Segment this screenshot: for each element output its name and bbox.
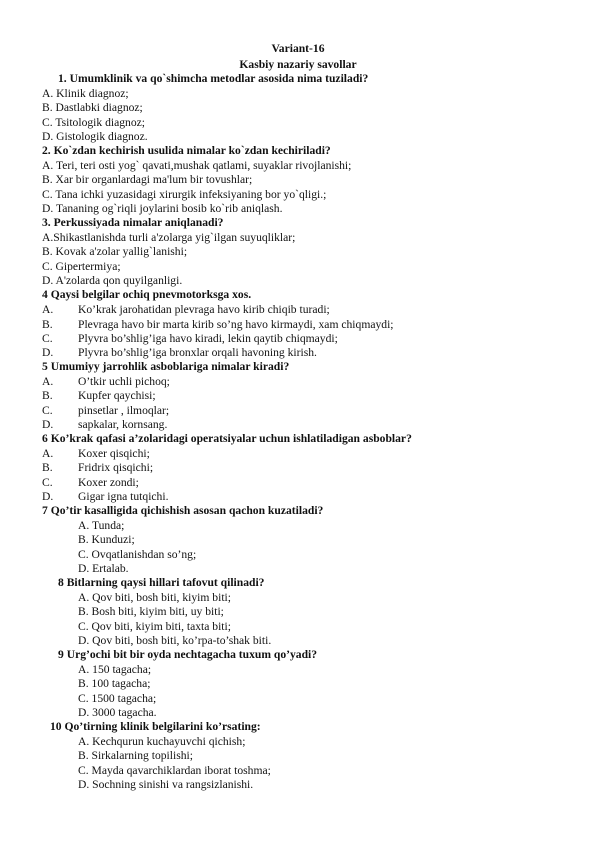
q10-option-c: C. Mayda qavarchiklardan iborat toshma; [78,764,271,777]
q1-option-d: D. Gistologik diagnoz. [42,130,148,143]
q2-option-b: B. Xar bir organlardagi ma'lum bir tovushlar; [42,173,253,186]
q9-option-d: D. 3000 tagacha. [78,706,157,719]
section-subtitle: Kasbiy nazariy savollar [239,58,357,71]
q2-option-c: C. Tana ichki yuzasidagi xirurgik infeksiyaning bor yo`qligi.; [42,188,327,201]
question-6: 6 Ko’krak qafasi a’zolaridagi operatsiyalar uchun ishlatiladigan asboblar? [42,432,412,445]
option-text: pinsetlar , ilmoqlar; [78,404,170,417]
option-label: D. [42,490,54,503]
option-label: B. [42,389,53,402]
option-text: Kupfer qaychisi; [78,389,156,402]
q1-option-c: C. Tsitologik diagnoz; [42,116,145,129]
option-text: Plyvra bo’shlig’iga havo kiradi, lekin qaytib chiqmaydi; [78,332,338,345]
question-5: 5 Umumiyy jarrohlik asboblariga nimalar kiradi? [42,360,290,373]
option-label: C. [42,332,53,345]
q8-option-b: B. Bosh biti, kiyim biti, uy biti; [78,605,224,618]
q10-option-d: D. Sochning sinishi va rangsizlanishi. [78,778,254,791]
q9-option-b: B. 100 tagacha; [78,677,151,690]
question-4: 4 Qaysi belgilar ochiq pnevmotorksga xos. [42,288,252,301]
option-text: sapkalar, kornsang. [78,418,168,431]
question-1: 1. Umumklinik va qo`shimcha metodlar asosida nima tuziladi? [58,72,369,85]
q3-option-a: A.Shikastlanishda turli a'zolarga yig`ilgan suyuqliklar; [42,231,296,244]
q9-option-a: A. 150 tagacha; [78,663,152,676]
q3-option-b: B. Kovak a'zolar yallig`lanishi; [42,245,188,258]
option-text: Plevraga havo bir marta kirib so’ng havo kirmaydi, xam chiqmaydi; [78,318,394,331]
option-label: C. [42,476,53,489]
q7-option-a: A. Tunda; [78,519,125,532]
variant-title: Variant-16 [271,42,325,55]
question-3: 3. Perkussiyada nimalar aniqlanadi? [42,216,224,229]
q7-option-b: B. Kunduzi; [78,533,135,546]
question-8: 8 Bitlarning qaysi hillari tafovut qilinadi? [58,576,265,589]
q8-option-d: D. Qov biti, bosh biti, ko’rpa-to’shak biti. [78,634,272,647]
option-text: O’tkir uchli pichoq; [78,375,170,388]
option-label: A. [42,447,54,460]
option-label: D. [42,346,54,359]
option-label: B. [42,318,53,331]
option-text: Gigar igna tutqichi. [78,490,169,503]
option-text: Ko’krak jarohatidan plevraga havo kirib chiqib turadi; [78,303,330,316]
option-label: A. [42,303,54,316]
q8-option-a: A. Qov biti, bosh biti, kiyim biti; [78,591,231,604]
q8-option-c: C. Qov biti, kiyim biti, taxta biti; [78,620,231,633]
q10-option-b: B. Sirkalarning topilishi; [78,749,193,762]
q9-option-c: C. 1500 tagacha; [78,692,157,705]
option-label: C. [42,404,53,417]
question-2: 2. Ko`zdan kechirish usulida nimalar ko`zdan kechiriladi? [42,144,331,157]
option-text: Koxer zondi; [78,476,139,489]
q3-option-c: C. Gipertermiya; [42,260,121,273]
question-7: 7 Qo’tir kasalligida qichishish asosan qachon kuzatiladi? [42,504,324,517]
q10-option-a: A. Kechqurun kuchayuvchi qichish; [78,735,246,748]
option-text: Koxer qisqichi; [78,447,150,460]
q7-option-c: C. Ovqatlanishdan so’ng; [78,548,197,561]
q3-option-d: D. A'zolarda qon quyilganligi. [42,274,183,287]
question-10: 10 Qo’tirning klinik belgilarini ko’rsating: [50,720,261,733]
q7-option-d: D. Ertalab. [78,562,129,575]
option-label: B. [42,461,53,474]
option-text: Fridrix qisqichi; [78,461,154,474]
option-text: Plyvra bo’shlig’iga bronxlar orqali havoning kirish. [78,346,317,359]
option-label: A. [42,375,54,388]
question-9: 9 Urg’ochi bit bir oyda nechtagacha tuxum qo’yadi? [58,648,318,661]
q2-option-a: A. Teri, teri osti yog` qavati,mushak qatlami, suyaklar rivojlanishi; [42,159,352,172]
option-label: D. [42,418,54,431]
q1-option-a: A. Klinik diagnoz; [42,87,129,100]
q2-option-d: D. Tananing og`riqli joylarini bosib ko`rib aniqlash. [42,202,283,215]
q1-option-b: B. Dastlabki diagnoz; [42,101,143,114]
